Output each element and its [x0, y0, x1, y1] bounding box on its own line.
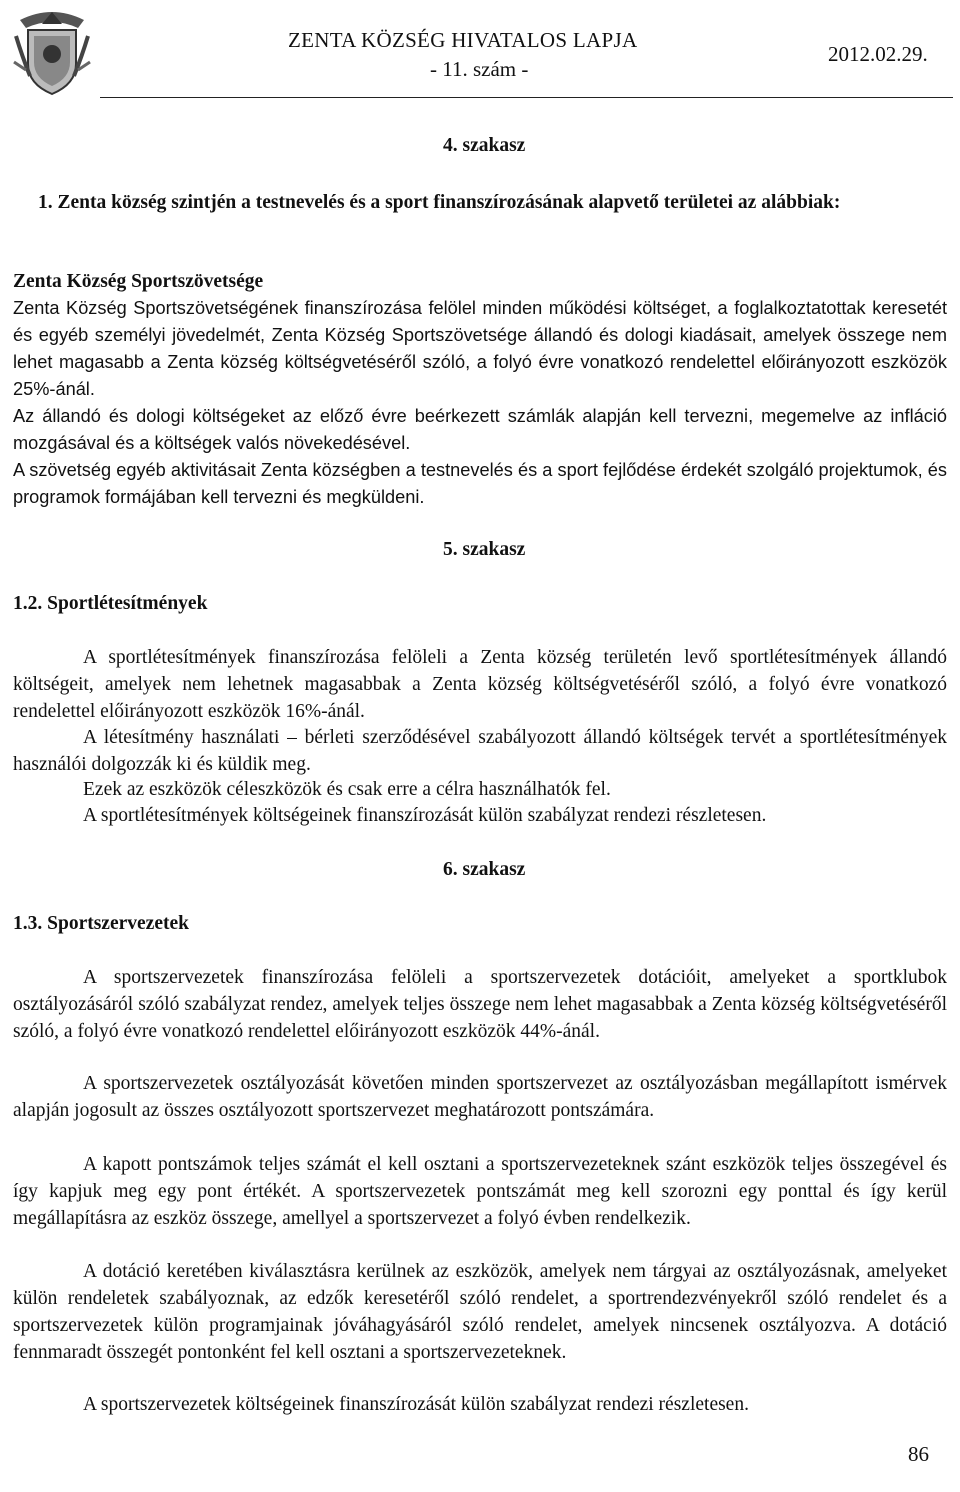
section-4-paragraph-2: Az állandó és dologi költségeket az előző évre beérkezett számlák alapján kell tervezni, megemelve az infláció mozgásával és a költségek valós növekedésével.: [13, 406, 947, 453]
section-6-paragraph-1: A sportszervezetek finanszírozása felöleli a sportszervezetek dotációit, amelyeket a sportklubok osztályozásáról szóló szabályzat rendez, amelyek teljes összege nem lehet magasabbak a Zenta község költségvetéséről szóló, a folyó évre vonatkozó rendelettel előirányozott eszközök 44%-ánál.: [13, 967, 947, 1042]
section-4-item-1: 1. Zenta község szintjén a testnevelés és a sport finanszírozásának alapvető területei az alábbiak:: [38, 192, 841, 213]
section-5-paragraph-3: Ezek az eszközök céleszközök és csak erre a célra használhatók fel.: [83, 779, 611, 800]
section-6-paragraph-2: A sportszervezetek osztályozását követően minden sportszervezet az osztályozásban megállapított ismérvek alapján jogosult az összes osztályozott sportszervezet meghatározott pontszámára.: [13, 1073, 947, 1121]
section-6-paragraph-5: A sportszervezetek költségeinek finanszírozását külön szabályzat rendezi részletesen.: [83, 1394, 749, 1415]
section-4-paragraph-3: A szövetség egyéb aktivitásait Zenta községben a testnevelés és a sport fejlődése érdekét szolgáló projektumok, és programok formájában kell tervezni és megküldeni.: [13, 460, 947, 507]
section-6-heading: 6. szakasz: [443, 859, 526, 880]
section-5-heading: 5. szakasz: [443, 539, 526, 560]
header-divider: [100, 97, 953, 98]
section-5-paragraph-2: A létesítmény használati – bérleti szerződésével szabályozott állandó költségek tervét a sportlétesítmények használói dolgozzák ki és küldik meg.: [13, 727, 947, 775]
section-6-paragraph-4: A dotáció keretében kiválasztásra kerülnek az eszközök, amelyek nem tárgyai az osztályozásnak, amelyeket külön rendeletek szabályoznak, az edzők keresetéről szóló rendelet, a sportrendezvényekről szóló rendelet és a sportszervezetek külön programjainak jóváhagyásáról szóló rendelet, amelyek nincsenek osztályozva. A dotáció fennmaradt összegét pontonként fel kell osztani a sportszervezeteknek.: [13, 1261, 947, 1363]
section-5-paragraph-1: A sportlétesítmények finanszírozása felöleli a Zenta község területén levő sportlétesítmények állandó költségeit, amelyek nem lehetnek magasabbak a Zenta község költségvetéséről szóló, a folyó évre vonatkozó rendelettel előirányozott eszközök 16%-ánál.: [13, 647, 947, 722]
publication-date: 2012.02.29.: [828, 42, 928, 66]
section-4-heading: 4. szakasz: [443, 135, 526, 156]
section-5-paragraph-4: A sportlétesítmények költségeinek finanszírozását külön szabályzat rendezi részletesen.: [83, 805, 767, 826]
section-4-paragraph-1: Zenta Község Sportszövetségének finanszírozása felölel minden működési költséget, a foglalkoztatottak keresetét és egyéb személyi jövedelmét, Zenta Község Sportszövetsége állandó és dologi kiadásait, amelyek összege nem lehet magasabb a Zenta község költségvetéséről szóló, a folyó évre vonatkozó rendelettel előirányozott eszközök 25%-ánál.: [13, 298, 947, 399]
section-6-subheading: 1.3. Sportszervezetek: [13, 913, 189, 934]
coat-of-arms-icon: [12, 6, 92, 98]
page-number: 86: [908, 1442, 929, 1466]
issue-number: - 11. szám -: [430, 57, 529, 81]
section-4-subheading: Zenta Község Sportszövetsége: [13, 271, 264, 292]
section-5-subheading: 1.2. Sportlétesítmények: [13, 593, 208, 614]
section-6-paragraph-3: A kapott pontszámok teljes számát el kell osztani a sportszervezeteknek szánt eszközök teljes összegével és így kapjuk meg egy pont értékét. A sportszervezetek pontszámát meg kell szorozni egy ponttal és így kerül megállapításra az eszköz összege, amellyel a sportszervezet a folyó évben rendelkezik.: [13, 1154, 947, 1229]
publication-title: ZENTA KÖZSÉG HIVATALOS LAPJA: [288, 28, 638, 52]
